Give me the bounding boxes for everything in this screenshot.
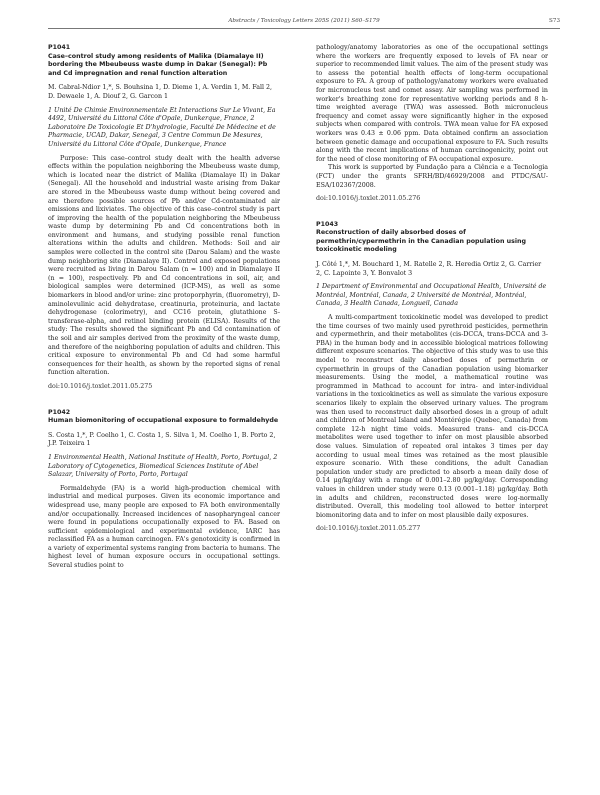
doi-link[interactable]: doi:10.1016/j.toxlet.2011.05.277 — [316, 525, 421, 533]
author-list: J. Côté 1,*, M. Bouchard 1, M. Ratelle 2, R. Heredia Ortiz 2, G. Carrier 2, C. Lapointe 3, Y. Bonvalot 3 — [316, 261, 542, 277]
abstract-body — [48, 485, 280, 571]
right-column — [316, 44, 548, 543]
paragraph: Purpose: This case–control study dealt with the health adverse effects within the population neighboring the Mbeubeuss waste dump, which is located near the district of Malika (Diamalaye II) in Dakar (Senegal). All the household and industrial waste arising from Dakar are stored in the Mbeubeuss waste dump without being covered and are therefore possible sources of Pb and/or Cd-contaminated air emissions and lixiviates. The objective of this case–control study is part of improving the health of the population neighboring the Mbeubeuss waste dump by determining Pb and Cd concentrations both in environment and humans, and studying possible renal function alterations within the adults and children. Methods: Soil and air samples were collected in the control site (Darou Salam) and the waste dump neighboring site (Diamalaye II). Control and exposed populations were recruited as living in Darou Salam (n = 100) and in Diamalaye II (n = 100), respectively. Pb and Cd concentrations in soil, air, and biological samples were determined (ICP-MS), as well as some biomarkers in blood and/or urine: zinc protoporphyrin, (fluorometry), D-aminolevulinic acid dehydratase, creatinuria, proteinuria, and lactate dehydrogenase (colorimetry), and CC16 protein, glutathione S-transferase-alpha, and retinol binding protein (ELISA). Results of the study: The results showed the significant Pb and Cd contamination of the soil and air samples derived from the proximity of the waste dump, and therefore of the neighboring population of adults and children. This critical exposure to environmental Pb and Cd had some harmful consequences for their health, as shown by the reported signs of renal function alteration. — [48, 154, 280, 377]
paragraph: A multi-compartment toxicokinetic model was developed to predict the time courses of two mainly used pyrethroid pesticides, permethrin and cypermethrin, and their metabolites (cis-DCCA, trans-DCCA and 3-PBA) in the human body and in accessible biological matrices following different exposure scenarios. The objective of this study was to use this model to reconstruct daily absorbed doses of permethrin or cypermethrin in groups of the Canadian population using biomarker measurements. Using the model, a mathematical routine was programmed in Mathcad to account for intra- and inter-individual variations in the toxicokinetics as well as simulate the various exposure scenarios likely to explain the observed urinary values. The program was then used to reconstruct daily absorbed doses in a group of adult and children of Montreal Island and Montérégie (Quebec, Canada) from complete 12-h night time voids. Measured trans- and cis-DCCA metabolites were used together to infer on most plausible absorbed dose values. Simulation of repeated oral intakes 3 times per day according to usual meal times was retained as the most plausible exposure scenario. With these conditions, the adult Canadian population under study are predicted to absorb a mean daily dose of 0.14 μg/kg/day with a range of 0.001–2.80 μg/kg/day. Corresponding values in children under study were 0.13 (0.001–1.18) μg/kg/day. Both in adults and children, reconstructed doses were log-normally distributed. Overall, this modeling tool allowed to better interpret biomonitoring data and to infer on most plausible daily exposures. — [316, 314, 548, 519]
author-list: S. Costa 1,*, P. Coelho 1, C. Costa 1, S. Silva 1, M. Coelho 1, B. Porto 2, J.P. Teixeira 1 — [48, 431, 276, 448]
abstract-p1042-continued — [316, 44, 548, 204]
page-number: S73 — [549, 18, 560, 24]
abstract-id: P1043 — [316, 220, 339, 228]
running-header — [48, 16, 560, 29]
affiliations: 1 Department of Environmental and Occupational Health, Université de Montréal, Montréal, Canada, 2 Université de Montréal, Montréal, Canada, 3 Health Canada, Longueil, Canada — [316, 283, 547, 308]
doi-link[interactable]: doi:10.1016/j.toxlet.2011.05.276 — [316, 195, 421, 203]
affiliations: 1 Unité De Chimie Environnementale Et Interactions Sur Le Vivant, Ea 4492, Université du Littoral Côte d'Opale, Dunkerque, France, 2 Laboratoire De Toxicologie Et D'hydrologie, Faculté De Médecine et de Pharmacie, UCAD, Dakar, Senegal, 3 Centre Commun De Mesures, Université du Littoral Côte d'Opale, Dunkerque, France — [48, 106, 276, 148]
abstract-body — [48, 155, 280, 378]
abstract-title: Case–control study among residents of Malika (Diamalaye II) bordering the Mbeubeuss waste dump in Dakar (Senegal): Pb and Cd impregnation and renal function alteration — [48, 52, 268, 77]
abstract-p1042 — [48, 409, 280, 571]
journal-citation: Abstracts / Toxicology Letters 205S (2011) S60–S179 — [228, 18, 380, 24]
abstract-title: Human biomonitoring of occupational exposure to formaldehyde — [48, 417, 279, 425]
affiliations: 1 Environmental Health, National Institute of Health, Porto, Portugal, 2 Laboratory of Cytogenetics, Biomedical Sciences Institute of Abel Salazar, University of Porto, Porto, Portugal — [48, 453, 278, 479]
funding-paragraph: This work is supported by Fundação para a Ciência e a Tecnologia (FCT) under the grants SFRH/BD/46929/2008 and PTDC/SAU-ESA/102367/2008. — [316, 164, 548, 189]
abstract-id: P1041 — [48, 44, 71, 51]
paragraph: pathology/anatomy laboratories as one of the occupational settings where the workers are frequently exposed to levels of FA near or superior to recommended limit values. The aim of the present study was to assess the potential health effects of long-term occupational exposure to FA. A group of pathology/anatomy workers were evaluated for micronucleus test and comet assay. Air sampling was performed in worker's breathing zone for representative working periods and 8 h-time weighted average (TWA) was assessed. Both micronucleus frequency and comet assay were significantly higher in the exposed subjects when compared with controls. TWA mean value for FA exposed workers was 0.43 ± 0.06 ppm. Data obtained confirm an association between genetic damage and occupational exposure to FA. Such results along with the recent implications of human carcinogenicity, point out for the need of close monitoring of FA occupational exposure. — [316, 44, 548, 163]
abstract-id: P1042 — [48, 408, 71, 416]
left-column — [48, 44, 280, 580]
paragraph: Formaldehyde (FA) is a world high-production chemical with industrial and medical purposes. Given its economic importance and widespread use, many people are exposed to FA both environmentally and/or occupationally. Increased incidences of nasopharyngeal cancer were found in populations occupationally exposed to FA. Based on sufficient epidemiological and experimental evidence, IARC has reclassified FA as a human carcinogen. FA's genotoxicity is confirmed in a variety of experimental systems ranging from bacteria to humans. The highest level of human exposure occurs in occupational settings. Several studies point to — [48, 484, 280, 570]
abstract-body — [316, 314, 548, 520]
author-list: M. Cabral-Ndior 1,*, S. Bouhsina 1, D. Dieme 1, A. Verdin 1, M. Fall 2, D. Dewaele 1, A. Diouf 2, G. Garcon 1 — [48, 84, 273, 100]
abstract-p1043 — [316, 221, 548, 534]
abstract-body — [316, 44, 548, 190]
doi-link[interactable]: doi:10.1016/j.toxlet.2011.05.275 — [48, 382, 153, 390]
abstract-title: Reconstruction of daily absorbed doses of permethrin/cypermethrin in the Canadian population using toxicokinetic modeling — [316, 229, 527, 254]
abstract-p1041 — [48, 44, 280, 392]
